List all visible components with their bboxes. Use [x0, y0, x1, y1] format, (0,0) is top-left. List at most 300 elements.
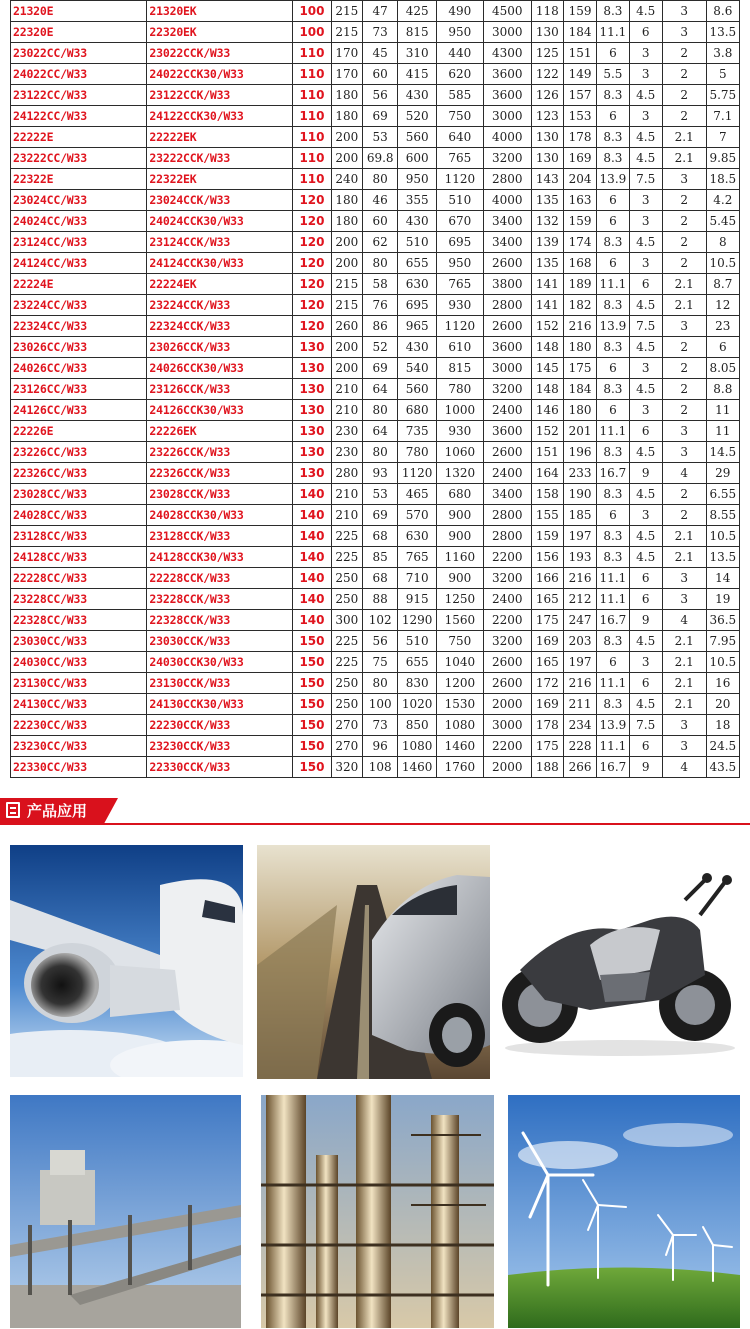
table-row [11, 694, 740, 715]
table-cell: 216 [563, 673, 596, 694]
table-cell: 24122CC/W33 [11, 106, 147, 127]
table-cell: 8.3 [597, 442, 629, 463]
table-cell: 141 [531, 295, 563, 316]
table-cell: 150 [293, 757, 332, 778]
table-cell: 203 [563, 631, 596, 652]
table-cell: 11.1 [597, 568, 629, 589]
table-row [11, 400, 740, 421]
table-cell: 23130CCK/W33 [147, 673, 293, 694]
table-cell: 3 [629, 106, 662, 127]
table-cell: 150 [293, 652, 332, 673]
table-cell: 1080 [398, 736, 437, 757]
table-cell: 23130CC/W33 [11, 673, 147, 694]
table-row [11, 316, 740, 337]
table-cell: 130 [531, 127, 563, 148]
table-cell: 86 [362, 316, 397, 337]
table-cell: 7.95 [706, 631, 739, 652]
table-row [11, 358, 740, 379]
table-cell: 2.1 [662, 652, 706, 673]
table-cell: 4 [662, 610, 706, 631]
table-cell: 140 [293, 547, 332, 568]
table-cell: 6 [597, 106, 629, 127]
table-cell: 23026CCK/W33 [147, 337, 293, 358]
table-cell: 8.3 [597, 127, 629, 148]
table-cell: 140 [293, 589, 332, 610]
table-cell: 22224EK [147, 274, 293, 295]
table-cell: 145 [531, 358, 563, 379]
table-row [11, 127, 740, 148]
table-cell: 2 [662, 232, 706, 253]
table-row [11, 421, 740, 442]
table-cell: 180 [331, 190, 362, 211]
table-cell: 2.1 [662, 526, 706, 547]
table-cell: 60 [362, 211, 397, 232]
table-cell: 123 [531, 106, 563, 127]
table-cell: 5.75 [706, 85, 739, 106]
table-cell: 120 [293, 190, 332, 211]
table-cell: 8.3 [597, 484, 629, 505]
table-cell: 9 [629, 757, 662, 778]
table-cell: 93 [362, 463, 397, 484]
table-cell: 6 [629, 22, 662, 43]
table-cell: 100 [293, 22, 332, 43]
table-cell: 22228CC/W33 [11, 568, 147, 589]
table-row [11, 568, 740, 589]
table-cell: 197 [563, 526, 596, 547]
table-cell: 1460 [436, 736, 483, 757]
table-row [11, 673, 740, 694]
table-cell: 1060 [436, 442, 483, 463]
table-cell: 110 [293, 64, 332, 85]
table-cell: 52 [362, 337, 397, 358]
table-cell: 415 [398, 64, 437, 85]
table-cell: 22320EK [147, 22, 293, 43]
table-cell: 2 [662, 505, 706, 526]
table-cell: 6 [597, 253, 629, 274]
table-cell: 225 [331, 652, 362, 673]
table-cell: 3200 [483, 631, 531, 652]
table-cell: 165 [531, 589, 563, 610]
table-cell: 6 [597, 211, 629, 232]
table-row [11, 190, 740, 211]
table-cell: 22228CCK/W33 [147, 568, 293, 589]
table-cell: 233 [563, 463, 596, 484]
table-row [11, 526, 740, 547]
table-cell: 250 [331, 673, 362, 694]
table-cell: 1020 [398, 694, 437, 715]
table-cell: 11 [706, 421, 739, 442]
table-cell: 174 [563, 232, 596, 253]
table-cell: 4.5 [629, 526, 662, 547]
table-cell: 1000 [436, 400, 483, 421]
table-cell: 22326CC/W33 [11, 463, 147, 484]
table-cell: 180 [331, 106, 362, 127]
table-row [11, 1, 740, 22]
table-cell: 2.1 [662, 127, 706, 148]
table-cell: 23124CC/W33 [11, 232, 147, 253]
table-row [11, 148, 740, 169]
table-cell: 3 [629, 505, 662, 526]
table-cell: 8.3 [597, 295, 629, 316]
table-cell: 3200 [483, 148, 531, 169]
table-cell: 18.5 [706, 169, 739, 190]
table-cell: 3400 [483, 232, 531, 253]
table-cell: 130 [293, 463, 332, 484]
table-cell: 1250 [436, 589, 483, 610]
table-cell: 1160 [436, 547, 483, 568]
table-cell: 900 [436, 568, 483, 589]
table-cell: 3800 [483, 274, 531, 295]
table-cell: 130 [293, 379, 332, 400]
table-cell: 24030CC/W33 [11, 652, 147, 673]
table-cell: 200 [331, 253, 362, 274]
table-cell: 8.3 [597, 85, 629, 106]
table-cell: 172 [531, 673, 563, 694]
table-cell: 5.5 [597, 64, 629, 85]
table-cell: 270 [331, 715, 362, 736]
table-cell: 1760 [436, 757, 483, 778]
table-cell: 6.55 [706, 484, 739, 505]
table-cell: 188 [531, 757, 563, 778]
table-cell: 14 [706, 568, 739, 589]
table-cell: 2800 [483, 295, 531, 316]
table-cell: 6 [597, 652, 629, 673]
table-cell: 24130CCK30/W33 [147, 694, 293, 715]
table-cell: 4.2 [706, 190, 739, 211]
table-cell: 3 [662, 1, 706, 22]
table-cell: 3600 [483, 421, 531, 442]
table-cell: 640 [436, 127, 483, 148]
table-cell: 120 [293, 274, 332, 295]
table-cell: 22328CC/W33 [11, 610, 147, 631]
table-cell: 130 [293, 421, 332, 442]
table-row [11, 736, 740, 757]
table-cell: 200 [331, 148, 362, 169]
table-cell: 169 [563, 148, 596, 169]
table-cell: 196 [563, 442, 596, 463]
table-cell: 1560 [436, 610, 483, 631]
table-cell: 4 [662, 757, 706, 778]
table-cell: 23226CCK/W33 [147, 442, 293, 463]
table-cell: 170 [331, 43, 362, 64]
table-cell: 8.3 [597, 148, 629, 169]
table-cell: 24028CC/W33 [11, 505, 147, 526]
table-cell: 150 [293, 715, 332, 736]
table-row [11, 715, 740, 736]
refinery-image [261, 1095, 494, 1328]
table-cell: 2 [662, 106, 706, 127]
table-cell: 2.1 [662, 274, 706, 295]
table-cell: 23028CC/W33 [11, 484, 147, 505]
table-cell: 24124CCK30/W33 [147, 253, 293, 274]
table-cell: 23 [706, 316, 739, 337]
table-cell: 6 [629, 736, 662, 757]
table-cell: 2.1 [662, 673, 706, 694]
table-cell: 120 [293, 295, 332, 316]
table-cell: 540 [398, 358, 437, 379]
table-cell: 510 [398, 232, 437, 253]
table-cell: 132 [531, 211, 563, 232]
table-cell: 22230CCK/W33 [147, 715, 293, 736]
table-cell: 2 [662, 253, 706, 274]
table-cell: 765 [398, 547, 437, 568]
table-cell: 110 [293, 127, 332, 148]
table-cell: 3000 [483, 106, 531, 127]
table-cell: 228 [563, 736, 596, 757]
table-cell: 120 [293, 232, 332, 253]
table-cell: 36.5 [706, 610, 739, 631]
table-cell: 130 [531, 22, 563, 43]
table-cell: 1290 [398, 610, 437, 631]
table-cell: 22322EK [147, 169, 293, 190]
table-cell: 45 [362, 43, 397, 64]
table-cell: 4.5 [629, 694, 662, 715]
table-cell: 22322E [11, 169, 147, 190]
table-cell: 9 [629, 610, 662, 631]
table-cell: 266 [563, 757, 596, 778]
table-cell: 310 [398, 43, 437, 64]
table-cell: 215 [331, 22, 362, 43]
table-cell: 247 [563, 610, 596, 631]
table-cell: 22226E [11, 421, 147, 442]
table-cell: 14.5 [706, 442, 739, 463]
table-cell: 197 [563, 652, 596, 673]
table-cell: 184 [563, 379, 596, 400]
table-cell: 180 [331, 211, 362, 232]
table-cell: 210 [331, 505, 362, 526]
table-cell: 6 [629, 673, 662, 694]
table-cell: 3600 [483, 85, 531, 106]
table-row [11, 22, 740, 43]
table-cell: 240 [331, 169, 362, 190]
table-cell: 735 [398, 421, 437, 442]
table-cell: 630 [398, 526, 437, 547]
table-cell: 2800 [483, 505, 531, 526]
table-row [11, 757, 740, 778]
table-cell: 156 [531, 547, 563, 568]
table-cell: 150 [293, 694, 332, 715]
table-cell: 24122CCK30/W33 [147, 106, 293, 127]
table-cell: 130 [293, 337, 332, 358]
table-cell: 2000 [483, 694, 531, 715]
table-cell: 168 [563, 253, 596, 274]
table-cell: 47 [362, 1, 397, 22]
table-cell: 64 [362, 379, 397, 400]
table-cell: 3 [662, 715, 706, 736]
table-cell: 815 [398, 22, 437, 43]
table-cell: 12 [706, 295, 739, 316]
table-cell: 62 [362, 232, 397, 253]
table-cell: 189 [563, 274, 596, 295]
table-cell: 22330CC/W33 [11, 757, 147, 778]
table-cell: 22222EK [147, 127, 293, 148]
table-cell: 135 [531, 253, 563, 274]
table-cell: 2.1 [662, 694, 706, 715]
table-cell: 13.5 [706, 22, 739, 43]
table-cell: 175 [563, 358, 596, 379]
table-cell: 11 [706, 400, 739, 421]
table-cell: 3 [629, 64, 662, 85]
table-cell: 22330CCK/W33 [147, 757, 293, 778]
table-cell: 4.5 [629, 631, 662, 652]
table-cell: 260 [331, 316, 362, 337]
table-row [11, 631, 740, 652]
table-cell: 140 [293, 484, 332, 505]
table-cell: 23030CC/W33 [11, 631, 147, 652]
table-cell: 4.5 [629, 379, 662, 400]
table-cell: 9.85 [706, 148, 739, 169]
table-cell: 8.3 [597, 379, 629, 400]
table-cell: 3 [629, 190, 662, 211]
table-cell: 6 [597, 505, 629, 526]
table-cell: 4.5 [629, 148, 662, 169]
table-cell: 164 [531, 463, 563, 484]
table-cell: 24124CC/W33 [11, 253, 147, 274]
table-cell: 570 [398, 505, 437, 526]
table-cell: 24024CCK30/W33 [147, 211, 293, 232]
table-cell: 7 [706, 127, 739, 148]
table-cell: 2 [662, 85, 706, 106]
table-cell: 46 [362, 190, 397, 211]
table-cell: 3 [662, 22, 706, 43]
table-cell: 23022CCK/W33 [147, 43, 293, 64]
table-cell: 8.3 [597, 232, 629, 253]
table-cell: 5 [706, 64, 739, 85]
table-cell: 2000 [483, 757, 531, 778]
table-cell: 120 [293, 211, 332, 232]
table-cell: 163 [563, 190, 596, 211]
table-cell: 8.55 [706, 505, 739, 526]
table-cell: 560 [398, 127, 437, 148]
table-cell: 510 [436, 190, 483, 211]
table-cell: 2 [662, 337, 706, 358]
table-cell: 680 [436, 484, 483, 505]
table-cell: 3 [662, 442, 706, 463]
table-cell: 110 [293, 106, 332, 127]
table-cell: 440 [436, 43, 483, 64]
table-row [11, 232, 740, 253]
table-cell: 23030CCK/W33 [147, 631, 293, 652]
table-cell: 88 [362, 589, 397, 610]
table-cell: 930 [436, 421, 483, 442]
car-image [257, 845, 490, 1079]
table-cell: 2800 [483, 526, 531, 547]
table-cell: 80 [362, 169, 397, 190]
table-cell: 10.5 [706, 253, 739, 274]
table-cell: 21320E [11, 1, 147, 22]
section-header [0, 793, 750, 829]
table-cell: 3000 [483, 22, 531, 43]
table-cell: 22222E [11, 127, 147, 148]
table-cell: 23128CCK/W33 [147, 526, 293, 547]
table-cell: 23128CC/W33 [11, 526, 147, 547]
table-cell: 2 [662, 190, 706, 211]
table-cell: 69.8 [362, 148, 397, 169]
table-body [11, 1, 740, 778]
table-cell: 1080 [436, 715, 483, 736]
table-cell: 930 [436, 295, 483, 316]
table-cell: 270 [331, 736, 362, 757]
table-cell: 1040 [436, 652, 483, 673]
table-cell: 157 [563, 85, 596, 106]
table-cell: 140 [293, 610, 332, 631]
table-cell: 2200 [483, 547, 531, 568]
table-cell: 23222CCK/W33 [147, 148, 293, 169]
table-cell: 225 [331, 631, 362, 652]
airplane-image [10, 845, 243, 1077]
table-cell: 3 [662, 589, 706, 610]
table-cell: 69 [362, 358, 397, 379]
table-cell: 3200 [483, 568, 531, 589]
table-cell: 430 [398, 337, 437, 358]
table-cell: 4500 [483, 1, 531, 22]
table-cell: 2.1 [662, 547, 706, 568]
table-cell: 23230CC/W33 [11, 736, 147, 757]
table-cell: 149 [563, 64, 596, 85]
table-row [11, 85, 740, 106]
table-cell: 120 [293, 253, 332, 274]
table-cell: 2600 [483, 652, 531, 673]
table-cell: 215 [331, 274, 362, 295]
table-cell: 150 [293, 673, 332, 694]
table-cell: 4.5 [629, 232, 662, 253]
table-cell: 19 [706, 589, 739, 610]
table-cell: 900 [436, 526, 483, 547]
table-cell: 159 [563, 211, 596, 232]
table-cell: 108 [362, 757, 397, 778]
table-cell: 7.5 [629, 715, 662, 736]
table-cell: 110 [293, 43, 332, 64]
table-cell: 430 [398, 85, 437, 106]
table-cell: 11.1 [597, 421, 629, 442]
table-cell: 24128CCK30/W33 [147, 547, 293, 568]
table-cell: 125 [531, 43, 563, 64]
table-cell: 165 [531, 652, 563, 673]
table-cell: 750 [436, 631, 483, 652]
table-cell: 2 [662, 484, 706, 505]
table-cell: 3.8 [706, 43, 739, 64]
table-cell: 1200 [436, 673, 483, 694]
table-cell: 53 [362, 127, 397, 148]
table-cell: 24026CC/W33 [11, 358, 147, 379]
table-cell: 4.5 [629, 295, 662, 316]
table-cell: 8.8 [706, 379, 739, 400]
table-cell: 130 [293, 358, 332, 379]
table-row [11, 43, 740, 64]
table-cell: 24128CC/W33 [11, 547, 147, 568]
table-cell: 4 [662, 463, 706, 484]
table-cell: 3 [662, 421, 706, 442]
table-cell: 830 [398, 673, 437, 694]
table-cell: 23124CCK/W33 [147, 232, 293, 253]
table-cell: 3 [662, 568, 706, 589]
table-cell: 8.6 [706, 1, 739, 22]
table-cell: 56 [362, 85, 397, 106]
table-cell: 490 [436, 1, 483, 22]
table-cell: 234 [563, 715, 596, 736]
table-cell: 780 [398, 442, 437, 463]
table-cell: 75 [362, 652, 397, 673]
table-cell: 2800 [483, 169, 531, 190]
table-cell: 23230CCK/W33 [147, 736, 293, 757]
table-cell: 143 [531, 169, 563, 190]
table-cell: 68 [362, 526, 397, 547]
table-cell: 73 [362, 22, 397, 43]
table-cell: 3 [629, 652, 662, 673]
table-cell: 130 [531, 148, 563, 169]
table-cell: 120 [293, 316, 332, 337]
table-cell: 8.3 [597, 1, 629, 22]
